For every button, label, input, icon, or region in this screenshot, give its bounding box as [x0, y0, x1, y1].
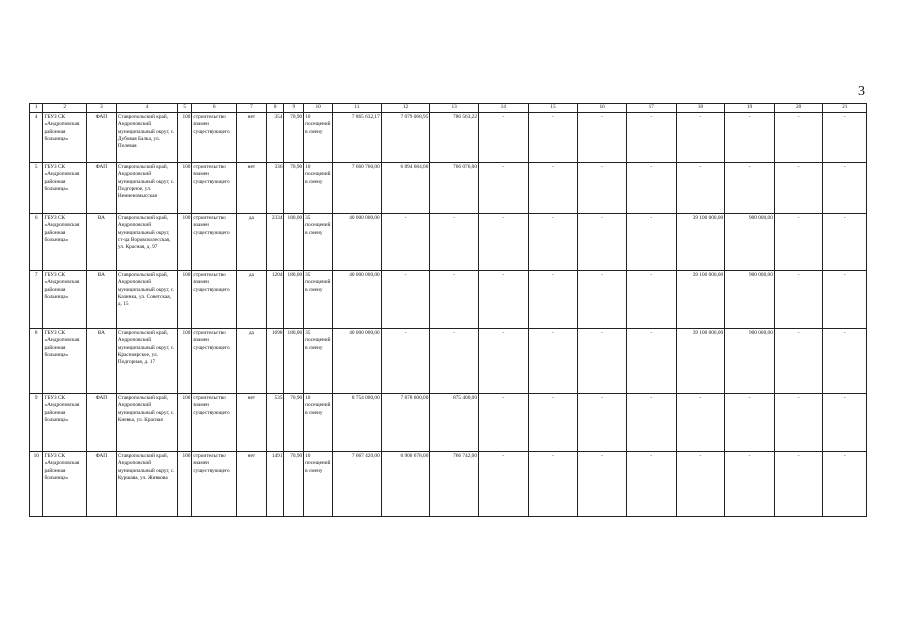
table-cell: 7 079 068,95 [381, 113, 430, 163]
table-cell: Ставропольский край, Андроповский муниципальный округ, ст-ца Воровсколесская, ул. Красная, д. 97 [116, 214, 177, 271]
table-cell: 70,90 [284, 394, 304, 452]
column-header: 5 [177, 104, 191, 113]
table-cell: 4 [30, 113, 43, 163]
table-cell: 39 100 000,00 [676, 214, 725, 271]
table-cell: строительство взамен существующего [192, 214, 236, 271]
table-cell: ГБУЗ СК «Андроповская районная больница» [43, 271, 86, 329]
table-cell: 70,90 [284, 113, 304, 163]
table-cell: 875 400,00 [430, 394, 479, 452]
table-cell: 900 000,00 [725, 214, 775, 271]
table-cell: - [676, 394, 725, 452]
table-cell: 180,00 [284, 271, 304, 329]
table-cell: - [725, 394, 775, 452]
table-cell: 35 посещений в смену [304, 214, 333, 271]
page-number: 3 [858, 84, 865, 99]
table-cell: - [528, 214, 578, 271]
table-cell: да [236, 271, 266, 329]
column-header: 10 [304, 104, 333, 113]
table-cell: - [626, 214, 676, 271]
table-cell: - [430, 329, 479, 394]
table-cell: ГБУЗ СК «Андроповская районная больница» [43, 394, 86, 452]
column-header: 3 [86, 104, 116, 113]
table-cell: - [823, 329, 867, 394]
table-cell: 35 посещений в смену [304, 329, 333, 394]
column-header: 4 [116, 104, 177, 113]
table-cell: - [478, 452, 528, 517]
table-row [30, 329, 867, 394]
table-cell: - [626, 329, 676, 394]
table-cell: - [578, 113, 627, 163]
table-cell: 900 000,00 [725, 329, 775, 394]
table-cell: - [823, 113, 867, 163]
table-cell: - [578, 452, 627, 517]
table-cell: Ставропольский край, Андроповский муниципальный округ, с. Красноярское, ул. Подгорная, д. 17 [116, 329, 177, 394]
table-cell: 7 667 420,00 [333, 452, 382, 517]
table-cell: ВА [86, 271, 116, 329]
table-cell: - [823, 394, 867, 452]
table-cell: 180,00 [284, 214, 304, 271]
table-cell: 10 посещений в смену [304, 452, 333, 517]
table-cell: 35 посещений в смену [304, 271, 333, 329]
table-cell: - [823, 214, 867, 271]
table-cell: 10 посещений в смену [304, 163, 333, 214]
data-table [29, 103, 867, 517]
table-cell: 40 000 000,00 [333, 214, 382, 271]
table-cell: - [626, 271, 676, 329]
column-header: 14 [478, 104, 528, 113]
table-cell: 39 100 000,00 [676, 271, 725, 329]
table-cell: ФАП [86, 163, 116, 214]
table-cell: - [528, 329, 578, 394]
table-cell: - [528, 452, 578, 517]
column-header: 19 [725, 104, 775, 113]
table-cell: 10 [30, 452, 43, 517]
table-cell: 6 [30, 214, 43, 271]
table-cell: Ставропольский край, Андроповский муниципальный округ, с. Подгорное, ул. Немиеномысская [116, 163, 177, 214]
table-cell: ГБУЗ СК «Андроповская районная больница» [43, 329, 86, 394]
table-cell: строительство взамен существующего [192, 329, 236, 394]
table-cell: - [626, 394, 676, 452]
table-cell: - [381, 329, 430, 394]
table-cell: Ставропольский край, Андроповский муниципальный округ, с. Казинка, ул. Советская, д. 15 [116, 271, 177, 329]
table-cell: - [823, 271, 867, 329]
table-cell: - [430, 214, 479, 271]
table-cell: - [528, 271, 578, 329]
table-cell: 180,00 [284, 329, 304, 394]
column-header: 12 [381, 104, 430, 113]
table-cell: - [774, 452, 823, 517]
table-cell: Ставропольский край, Андроповский муниципальный округ, с. Дубовая Балка, ул. Полевая [116, 113, 177, 163]
table-cell: - [478, 163, 528, 214]
column-header: 9 [284, 104, 304, 113]
table-cell: 354 [266, 113, 284, 163]
table-cell: да [236, 329, 266, 394]
table-cell: - [774, 271, 823, 329]
table-cell: 100 [177, 113, 191, 163]
column-header: 2 [43, 104, 86, 113]
table-cell: 2334 [266, 214, 284, 271]
table-cell: 1698 [266, 329, 284, 394]
column-header: 7 [236, 104, 266, 113]
table-cell: - [725, 113, 775, 163]
table-cell: 6 894 684,00 [381, 163, 430, 214]
table-cell: ФАП [86, 394, 116, 452]
table-cell: строительство взамен существующего [192, 113, 236, 163]
table-cell: - [774, 394, 823, 452]
table-cell: - [676, 163, 725, 214]
table-cell: Ставропольский край, Андроповский муниципальный округ, с. Куршава, ул. Живкова [116, 452, 177, 517]
table-row [30, 394, 867, 452]
table-cell: - [478, 394, 528, 452]
table-cell: - [676, 452, 725, 517]
table-cell: строительство взамен существующего [192, 394, 236, 452]
table-cell: 1491 [266, 452, 284, 517]
table-cell: Ставропольский край, Андроповский муниципальный округ, с. Киевка, ул. Красная [116, 394, 177, 452]
table-cell: 786 563,22 [430, 113, 479, 163]
table-cell: - [774, 113, 823, 163]
table-cell: 100 [177, 452, 191, 517]
table-cell: 7 660 760,00 [333, 163, 382, 214]
table-cell: ВА [86, 329, 116, 394]
table-cell: 1204 [266, 271, 284, 329]
table-cell: - [725, 163, 775, 214]
table-cell: 766 076,00 [430, 163, 479, 214]
table-cell: строительство взамен существующего [192, 271, 236, 329]
table-cell: - [578, 163, 627, 214]
table-cell: - [626, 452, 676, 517]
table-cell: нет [236, 394, 266, 452]
table-cell: нет [236, 452, 266, 517]
table-cell: 7 878 600,00 [381, 394, 430, 452]
table-cell: 766 742,00 [430, 452, 479, 517]
column-header: 15 [528, 104, 578, 113]
table-row [30, 214, 867, 271]
table-cell: 7 865 632,17 [333, 113, 382, 163]
table-cell: 10 посещений в смену [304, 394, 333, 452]
column-header: 6 [192, 104, 236, 113]
table-cell: 9 [30, 394, 43, 452]
table-cell: - [528, 113, 578, 163]
table-cell: 100 [177, 214, 191, 271]
table-cell: - [478, 329, 528, 394]
table-cell: строительство взамен существующего [192, 452, 236, 517]
header-row [30, 104, 867, 113]
table-cell: - [578, 329, 627, 394]
table-cell: - [478, 271, 528, 329]
column-header: 11 [333, 104, 382, 113]
table-cell: - [774, 329, 823, 394]
table-cell: - [381, 214, 430, 271]
column-header: 18 [676, 104, 725, 113]
table-cell: ФАП [86, 452, 116, 517]
table-cell: нет [236, 113, 266, 163]
table-row [30, 271, 867, 329]
table-cell: - [725, 452, 775, 517]
table-cell: 8 754 000,00 [333, 394, 382, 452]
table-cell: - [578, 271, 627, 329]
table-cell: ГБУЗ СК «Андроповская районная больница» [43, 163, 86, 214]
table-cell: - [626, 113, 676, 163]
table-row [30, 163, 867, 214]
column-header: 17 [626, 104, 676, 113]
table-cell: - [774, 214, 823, 271]
table-cell: ГБУЗ СК «Андроповская районная больница» [43, 452, 86, 517]
table-cell: - [626, 163, 676, 214]
table-cell: - [578, 394, 627, 452]
table-cell: 100 [177, 163, 191, 214]
column-header: 20 [774, 104, 823, 113]
table-cell: 5 [30, 163, 43, 214]
table-cell: 336 [266, 163, 284, 214]
table-cell: 100 [177, 394, 191, 452]
table-cell: 6 900 678,00 [381, 452, 430, 517]
table-cell: да [236, 214, 266, 271]
table-cell: 535 [266, 394, 284, 452]
table-cell: - [381, 271, 430, 329]
table-cell: ФАП [86, 113, 116, 163]
table-cell: 70,90 [284, 452, 304, 517]
column-header: 13 [430, 104, 479, 113]
table-cell: 100 [177, 329, 191, 394]
column-header: 1 [30, 104, 43, 113]
table-cell: ВА [86, 214, 116, 271]
table-cell: 900 000,00 [725, 271, 775, 329]
table-cell: 10 посещений в смену [304, 113, 333, 163]
table-cell: - [430, 271, 479, 329]
table-cell: 39 100 000,00 [676, 329, 725, 394]
table-cell: - [528, 394, 578, 452]
column-header: 21 [823, 104, 867, 113]
column-header: 8 [266, 104, 284, 113]
table-cell: 100 [177, 271, 191, 329]
table-cell: строительство взамен существующего [192, 163, 236, 214]
table-cell: 40 000 000,00 [333, 329, 382, 394]
table-cell: ГБУЗ СК «Андроповская районная больница» [43, 113, 86, 163]
table-cell: - [774, 163, 823, 214]
table-cell: 7 [30, 271, 43, 329]
table-cell: - [478, 113, 528, 163]
table-row [30, 452, 867, 517]
table-cell: - [478, 214, 528, 271]
table-cell: ГБУЗ СК «Андроповская районная больница» [43, 214, 86, 271]
table-cell: 70,90 [284, 163, 304, 214]
table-cell: - [823, 163, 867, 214]
table-row [30, 113, 867, 163]
table-cell: 8 [30, 329, 43, 394]
table-cell: нет [236, 163, 266, 214]
table-cell: - [823, 452, 867, 517]
table-cell: - [528, 163, 578, 214]
table-cell: - [676, 113, 725, 163]
column-header: 16 [578, 104, 627, 113]
table-cell: - [578, 214, 627, 271]
table-cell: 40 000 000,00 [333, 271, 382, 329]
